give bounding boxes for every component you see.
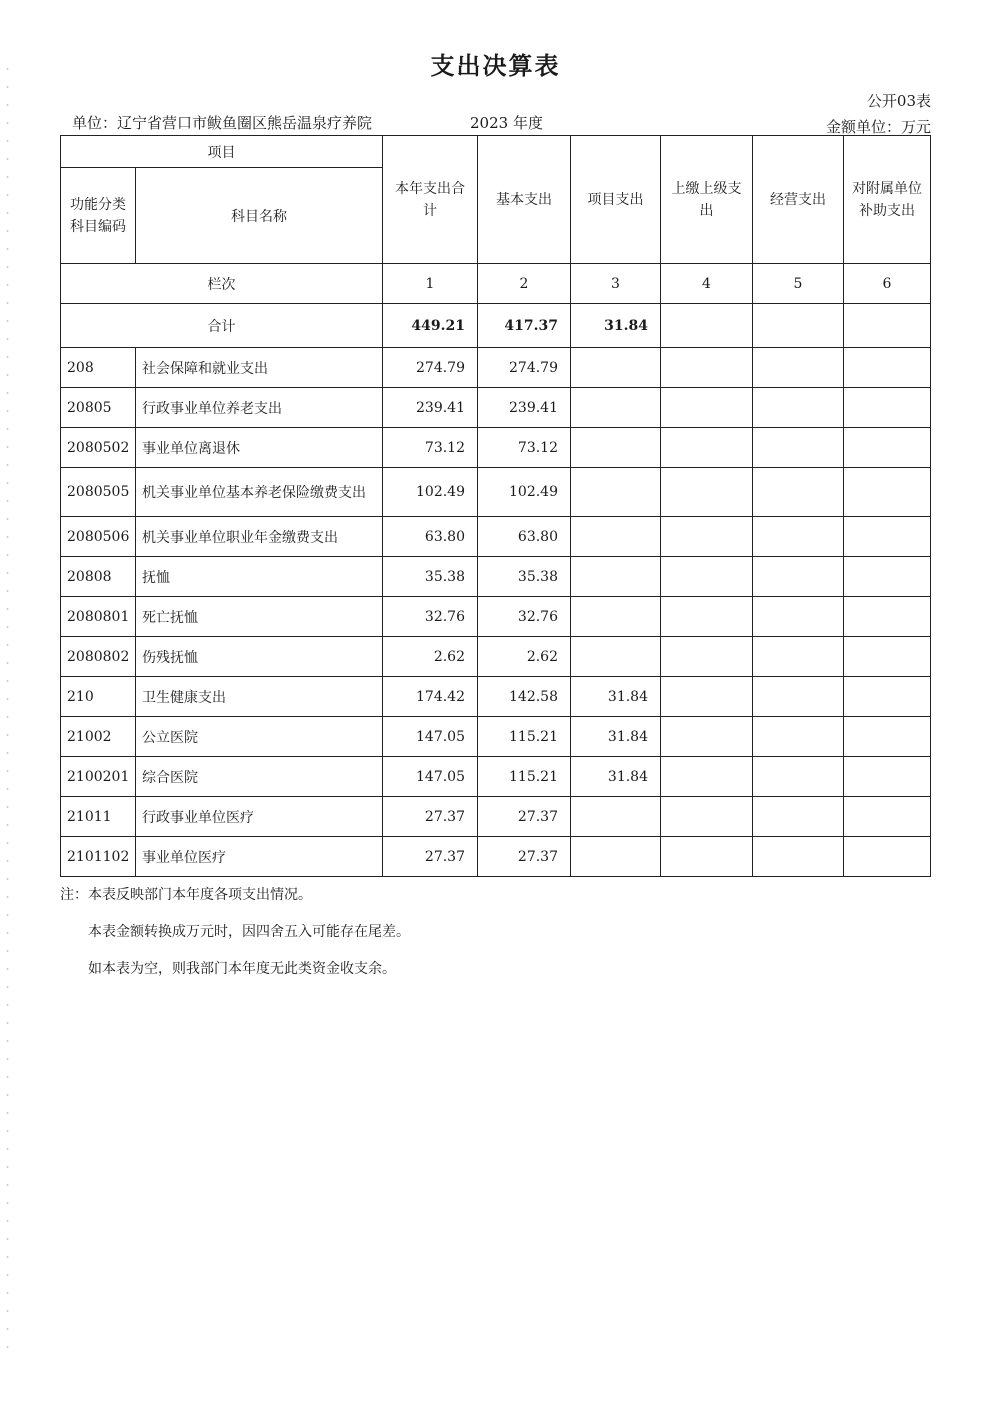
row-code: 2080506 — [61, 517, 136, 557]
row-basic: 142.58 — [478, 677, 571, 717]
row-upper — [661, 557, 753, 597]
row-upper — [661, 717, 753, 757]
form-number: 公开03表 — [866, 92, 931, 110]
row-subsidy — [844, 517, 931, 557]
total-basic: 417.37 — [478, 304, 571, 348]
row-project — [571, 468, 661, 517]
row-subject-name: 机关事业单位基本养老保险缴费支出 — [136, 468, 383, 517]
row-business — [753, 637, 844, 677]
row-subject-name: 伤残抚恤 — [136, 637, 383, 677]
row-total: 174.42 — [383, 677, 478, 717]
row-total: 63.80 — [383, 517, 478, 557]
scan-artifact — [6, 60, 9, 1360]
row-subject-name: 行政事业单位医疗 — [136, 797, 383, 837]
table-row — [61, 388, 931, 428]
header-basic: 基本支出 — [478, 136, 571, 264]
row-business — [753, 468, 844, 517]
row-business — [753, 428, 844, 468]
row-business — [753, 597, 844, 637]
row-subsidy — [844, 468, 931, 517]
row-subsidy — [844, 757, 931, 797]
row-basic: 115.21 — [478, 757, 571, 797]
row-project: 31.84 — [571, 717, 661, 757]
total-row — [61, 304, 931, 348]
row-subsidy — [844, 428, 931, 468]
row-code: 2080505 — [61, 468, 136, 517]
row-total: 35.38 — [383, 557, 478, 597]
row-subsidy — [844, 677, 931, 717]
expenditure-table — [60, 135, 931, 877]
row-business — [753, 757, 844, 797]
row-upper — [661, 348, 753, 388]
row-code: 210 — [61, 677, 136, 717]
row-subject-name: 事业单位医疗 — [136, 837, 383, 877]
row-project — [571, 388, 661, 428]
row-upper — [661, 637, 753, 677]
row-business — [753, 797, 844, 837]
row-business — [753, 677, 844, 717]
reporting-unit: 单位：辽宁省营口市鲅鱼圈区熊岳温泉疗养院 — [72, 114, 373, 132]
index-6: 6 — [844, 264, 931, 304]
header-subsidy: 对附属单位补助支出 — [844, 136, 931, 264]
row-code: 2101102 — [61, 837, 136, 877]
header-upper: 上缴上级支出 — [661, 136, 753, 264]
header-business: 经营支出 — [753, 136, 844, 264]
row-total: 32.76 — [383, 597, 478, 637]
page-title: 支出决算表 — [430, 52, 561, 80]
row-total: 2.62 — [383, 637, 478, 677]
row-upper — [661, 428, 753, 468]
row-basic: 73.12 — [478, 428, 571, 468]
row-project — [571, 348, 661, 388]
row-basic: 115.21 — [478, 717, 571, 757]
row-upper — [661, 677, 753, 717]
row-code: 2080801 — [61, 597, 136, 637]
total-label: 合计 — [61, 304, 383, 348]
row-total: 274.79 — [383, 348, 478, 388]
row-subject-name: 抚恤 — [136, 557, 383, 597]
table-row — [61, 428, 931, 468]
row-basic: 2.62 — [478, 637, 571, 677]
row-upper — [661, 797, 753, 837]
table-row — [61, 757, 931, 797]
row-business — [753, 517, 844, 557]
row-total: 239.41 — [383, 388, 478, 428]
index-label: 栏次 — [61, 264, 383, 304]
index-5: 5 — [753, 264, 844, 304]
table-row — [61, 797, 931, 837]
row-upper — [661, 597, 753, 637]
row-subject-name: 综合医院 — [136, 757, 383, 797]
header-total: 本年支出合计 — [383, 136, 478, 264]
row-project — [571, 517, 661, 557]
row-subject-name: 死亡抚恤 — [136, 597, 383, 637]
row-project — [571, 428, 661, 468]
table-row — [61, 837, 931, 877]
row-business — [753, 717, 844, 757]
row-subsidy — [844, 717, 931, 757]
total-subsidy — [844, 304, 931, 348]
row-project: 31.84 — [571, 757, 661, 797]
row-total: 147.05 — [383, 717, 478, 757]
row-project — [571, 797, 661, 837]
row-subsidy — [844, 388, 931, 428]
row-business — [753, 557, 844, 597]
row-code: 21002 — [61, 717, 136, 757]
header-func-code: 功能分类科目编码 — [61, 168, 136, 264]
currency-unit: 金额单位：万元 — [825, 118, 931, 136]
row-code: 2100201 — [61, 757, 136, 797]
row-subsidy — [844, 348, 931, 388]
total-project: 31.84 — [571, 304, 661, 348]
row-code: 20805 — [61, 388, 136, 428]
table-row — [61, 517, 931, 557]
row-subsidy — [844, 797, 931, 837]
row-code: 21011 — [61, 797, 136, 837]
table-row — [61, 468, 931, 517]
row-project — [571, 837, 661, 877]
row-basic: 27.37 — [478, 837, 571, 877]
row-upper — [661, 517, 753, 557]
table-row — [61, 717, 931, 757]
row-subject-name: 事业单位离退休 — [136, 428, 383, 468]
row-total: 27.37 — [383, 837, 478, 877]
total-amount: 449.21 — [383, 304, 478, 348]
row-subject-name: 社会保障和就业支出 — [136, 348, 383, 388]
row-basic: 27.37 — [478, 797, 571, 837]
note-3: 如本表为空，则我部门本年度无此类资金收支余。 — [88, 961, 396, 977]
table-row — [61, 597, 931, 637]
row-code: 2080502 — [61, 428, 136, 468]
row-basic: 274.79 — [478, 348, 571, 388]
total-upper — [661, 304, 753, 348]
row-basic: 32.76 — [478, 597, 571, 637]
header-project: 项目支出 — [571, 136, 661, 264]
row-subject-name: 卫生健康支出 — [136, 677, 383, 717]
row-upper — [661, 757, 753, 797]
header-item: 项目 — [61, 136, 383, 168]
row-subsidy — [844, 557, 931, 597]
row-business — [753, 348, 844, 388]
row-total: 27.37 — [383, 797, 478, 837]
total-business — [753, 304, 844, 348]
row-total: 102.49 — [383, 468, 478, 517]
row-business — [753, 388, 844, 428]
row-project — [571, 557, 661, 597]
row-basic: 102.49 — [478, 468, 571, 517]
row-business — [753, 837, 844, 877]
index-3: 3 — [571, 264, 661, 304]
table-row — [61, 637, 931, 677]
row-basic: 35.38 — [478, 557, 571, 597]
row-subject-name: 公立医院 — [136, 717, 383, 757]
table-row — [61, 348, 931, 388]
row-code: 2080802 — [61, 637, 136, 677]
header-row-item — [61, 136, 931, 168]
row-total: 73.12 — [383, 428, 478, 468]
note-1: 注：本表反映部门本年度各项支出情况。 — [60, 887, 312, 903]
row-total: 147.05 — [383, 757, 478, 797]
row-upper — [661, 388, 753, 428]
row-project: 31.84 — [571, 677, 661, 717]
index-2: 2 — [478, 264, 571, 304]
table-row — [61, 677, 931, 717]
row-subject-name: 机关事业单位职业年金缴费支出 — [136, 517, 383, 557]
row-basic: 63.80 — [478, 517, 571, 557]
row-subsidy — [844, 837, 931, 877]
index-4: 4 — [661, 264, 753, 304]
row-upper — [661, 468, 753, 517]
index-row — [61, 264, 931, 304]
row-basic: 239.41 — [478, 388, 571, 428]
table-row — [61, 557, 931, 597]
fiscal-year: 2023 年度 — [470, 114, 543, 132]
row-project — [571, 637, 661, 677]
note-2: 本表金额转换成万元时，因四舍五入可能存在尾差。 — [88, 924, 410, 940]
header-subject-name: 科目名称 — [136, 168, 383, 264]
row-upper — [661, 837, 753, 877]
row-code: 20808 — [61, 557, 136, 597]
row-subsidy — [844, 597, 931, 637]
row-code: 208 — [61, 348, 136, 388]
row-subject-name: 行政事业单位养老支出 — [136, 388, 383, 428]
row-project — [571, 597, 661, 637]
index-1: 1 — [383, 264, 478, 304]
row-subsidy — [844, 637, 931, 677]
